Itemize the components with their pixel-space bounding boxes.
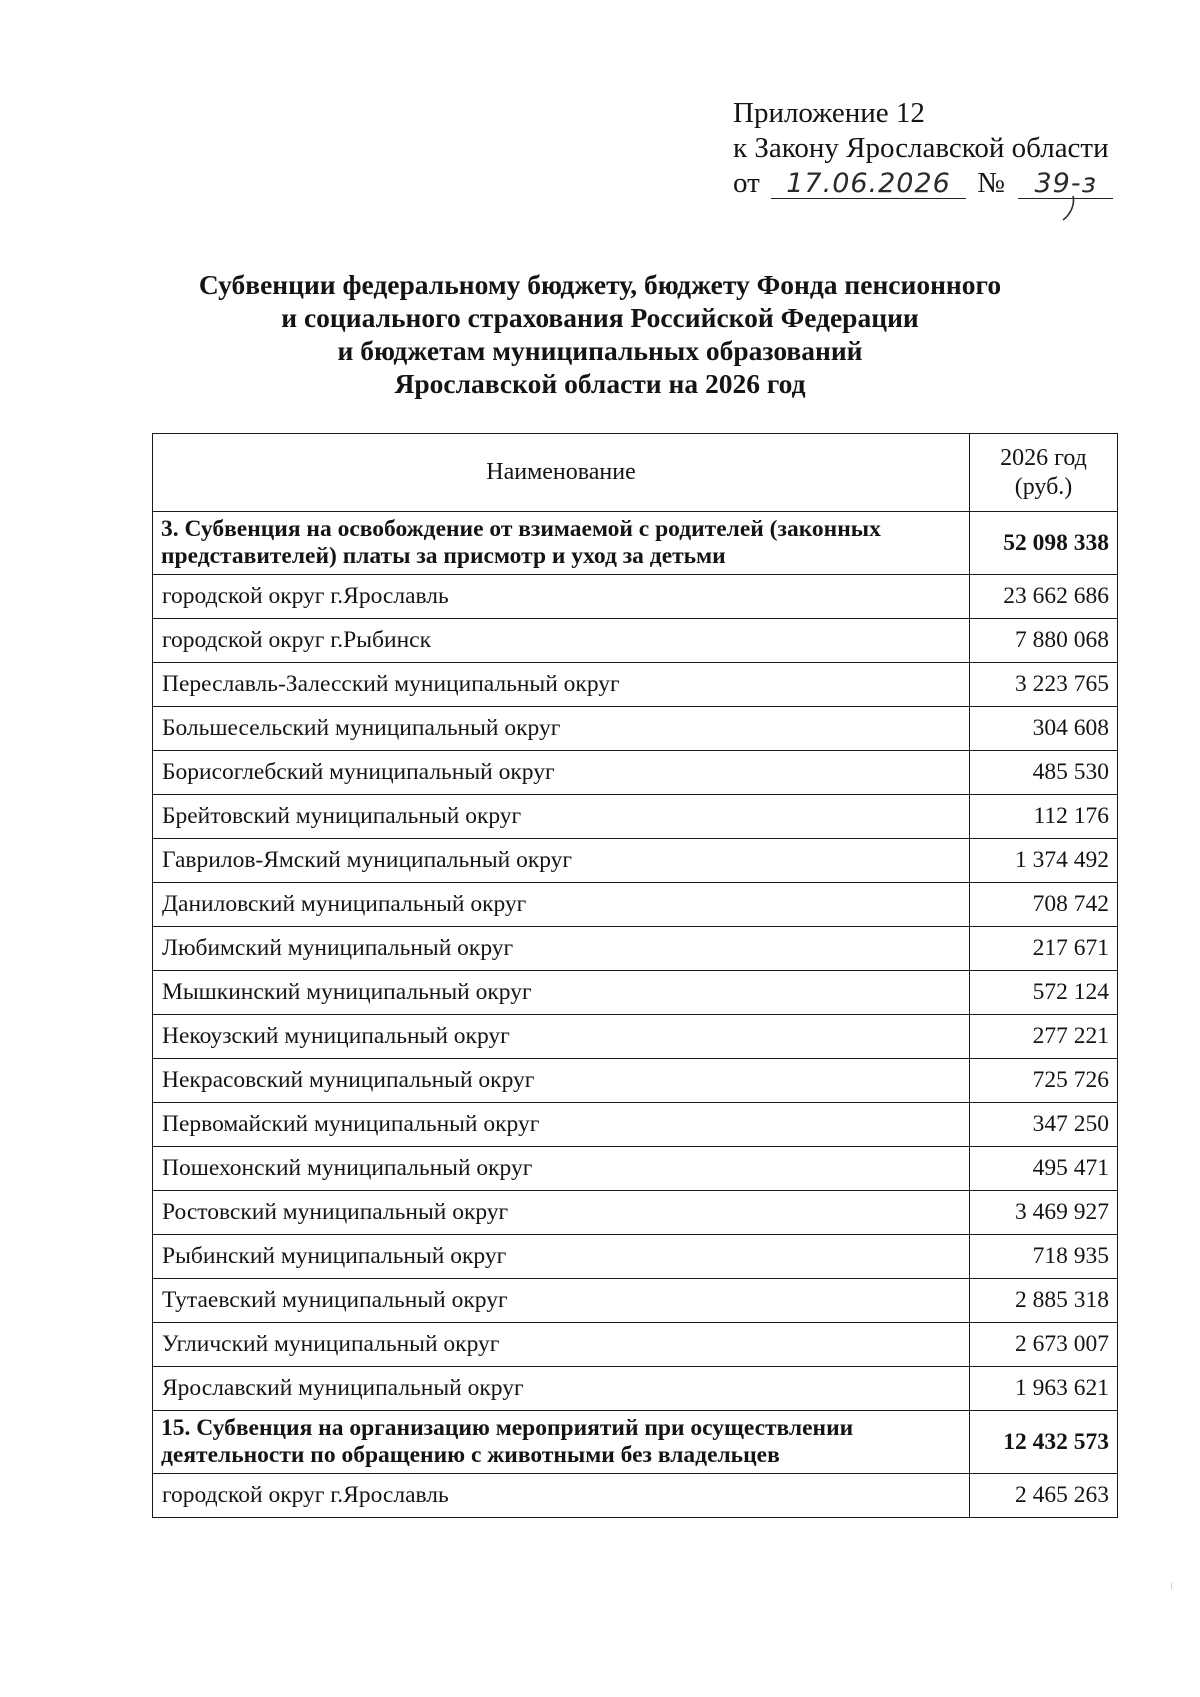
municipality-name-cell: Первомайский муниципальный округ — [153, 1103, 970, 1147]
title-line-3: и бюджетам муниципальных образований — [337, 335, 863, 366]
table-row — [153, 1015, 1118, 1059]
amount-cell: 7 880 068 — [970, 619, 1118, 663]
municipality-name-cell: Борисоглебский муниципальный округ — [153, 751, 970, 795]
table-header — [153, 434, 1118, 512]
table-row — [153, 1059, 1118, 1103]
amount-cell: 495 471 — [970, 1147, 1118, 1191]
table-row — [153, 883, 1118, 927]
table-row — [153, 707, 1118, 751]
municipality-name-cell: Брейтовский муниципальный округ — [153, 795, 970, 839]
annex-title: Приложение 12 — [733, 97, 925, 129]
table-row — [153, 1147, 1118, 1191]
amount-cell: 23 662 686 — [970, 575, 1118, 619]
amount-cell: 725 726 — [970, 1059, 1118, 1103]
municipality-name-cell: Ярославский муниципальный округ — [153, 1367, 970, 1411]
table-row — [153, 575, 1118, 619]
section-title-cell: 3. Субвенция на освобождение от взимаемой с родителей (законных представителей) платы за присмотр и уход за детьми — [153, 512, 970, 575]
handwritten-law-number: 39-з — [1018, 170, 1113, 199]
amount-cell: 2 885 318 — [970, 1279, 1118, 1323]
municipality-name-cell: Гаврилов-Ямский муниципальный округ — [153, 839, 970, 883]
amount-cell: 1 963 621 — [970, 1367, 1118, 1411]
amount-cell: 708 742 — [970, 883, 1118, 927]
table-body — [153, 512, 1118, 1518]
amount-cell: 112 176 — [970, 795, 1118, 839]
column-header-year — [970, 434, 1118, 512]
municipality-name-cell: Даниловский муниципальный округ — [153, 883, 970, 927]
amount-cell: 1 374 492 — [970, 839, 1118, 883]
municipality-name-cell: Мышкинский муниципальный округ — [153, 971, 970, 1015]
amount-cell: 304 608 — [970, 707, 1118, 751]
table-row — [153, 1474, 1118, 1518]
table-row — [153, 1279, 1118, 1323]
table-row — [153, 1323, 1118, 1367]
municipality-name-cell: Любимский муниципальный округ — [153, 927, 970, 971]
table-row — [153, 751, 1118, 795]
column-header-year-label: 2026 год — [1000, 444, 1087, 471]
scan-speck — [1171, 1583, 1172, 1589]
municipality-name-cell: Рыбинский муниципальный округ — [153, 1235, 970, 1279]
table-row — [153, 839, 1118, 883]
municipality-name-cell: Угличский муниципальный округ — [153, 1323, 970, 1367]
municipality-name-cell: Большесельский муниципальный округ — [153, 707, 970, 751]
column-header-name: Наименование — [153, 434, 970, 512]
column-header-unit: (руб.) — [1014, 473, 1073, 500]
municipality-name-cell: городской округ г.Рыбинск — [153, 619, 970, 663]
table-row — [153, 1235, 1118, 1279]
amount-cell: 485 530 — [970, 751, 1118, 795]
annex-date-prefix: от — [733, 167, 760, 199]
title-line-2: и социального страхования Российской Федерации — [281, 302, 919, 333]
table-row — [153, 1367, 1118, 1411]
section-total-cell: 52 098 338 — [970, 512, 1118, 575]
table-row — [153, 971, 1118, 1015]
subventions-table — [152, 433, 1118, 1518]
amount-cell: 3 469 927 — [970, 1191, 1118, 1235]
amount-cell: 3 223 765 — [970, 663, 1118, 707]
amount-cell: 217 671 — [970, 927, 1118, 971]
amount-cell: 277 221 — [970, 1015, 1118, 1059]
annex-number-sign: № — [977, 167, 1005, 199]
table-row — [153, 1191, 1118, 1235]
header-row — [153, 434, 1118, 512]
annex-header — [733, 96, 1173, 206]
title-line-4: Ярославской области на 2026 год — [394, 368, 806, 399]
table-row — [153, 619, 1118, 663]
section-row — [153, 1411, 1118, 1474]
municipality-name-cell: Пошехонский муниципальный округ — [153, 1147, 970, 1191]
document-title — [150, 268, 1050, 400]
amount-cell: 2 465 263 — [970, 1474, 1118, 1518]
table-row — [153, 663, 1118, 707]
table-row — [153, 927, 1118, 971]
municipality-name-cell: Переславль-Залесский муниципальный округ — [153, 663, 970, 707]
municipality-name-cell: Некрасовский муниципальный округ — [153, 1059, 970, 1103]
table-row — [153, 795, 1118, 839]
amount-cell: 572 124 — [970, 971, 1118, 1015]
annex-date-line — [733, 166, 1173, 206]
amount-cell: 718 935 — [970, 1235, 1118, 1279]
handwriting-stroke — [1055, 194, 1085, 224]
municipality-name-cell: Ростовский муниципальный округ — [153, 1191, 970, 1235]
section-total-cell: 12 432 573 — [970, 1411, 1118, 1474]
municipality-name-cell: городской округ г.Ярославль — [153, 1474, 970, 1518]
section-title-cell: 15. Субвенция на организацию мероприятий при осуществлении деятельности по обращению с животными без владельцев — [153, 1411, 970, 1474]
title-line-1: Субвенции федеральному бюджету, бюджету Фонда пенсионного — [198, 269, 1002, 300]
amount-cell: 347 250 — [970, 1103, 1118, 1147]
municipality-name-cell: Тутаевский муниципальный округ — [153, 1279, 970, 1323]
section-row — [153, 512, 1118, 575]
municipality-name-cell: Некоузский муниципальный округ — [153, 1015, 970, 1059]
table-row — [153, 1103, 1118, 1147]
annex-law-reference: к Закону Ярославской области — [733, 132, 1109, 164]
handwritten-date: 17.06.2026 — [771, 170, 966, 199]
municipality-name-cell: городской округ г.Ярославль — [153, 575, 970, 619]
amount-cell: 2 673 007 — [970, 1323, 1118, 1367]
